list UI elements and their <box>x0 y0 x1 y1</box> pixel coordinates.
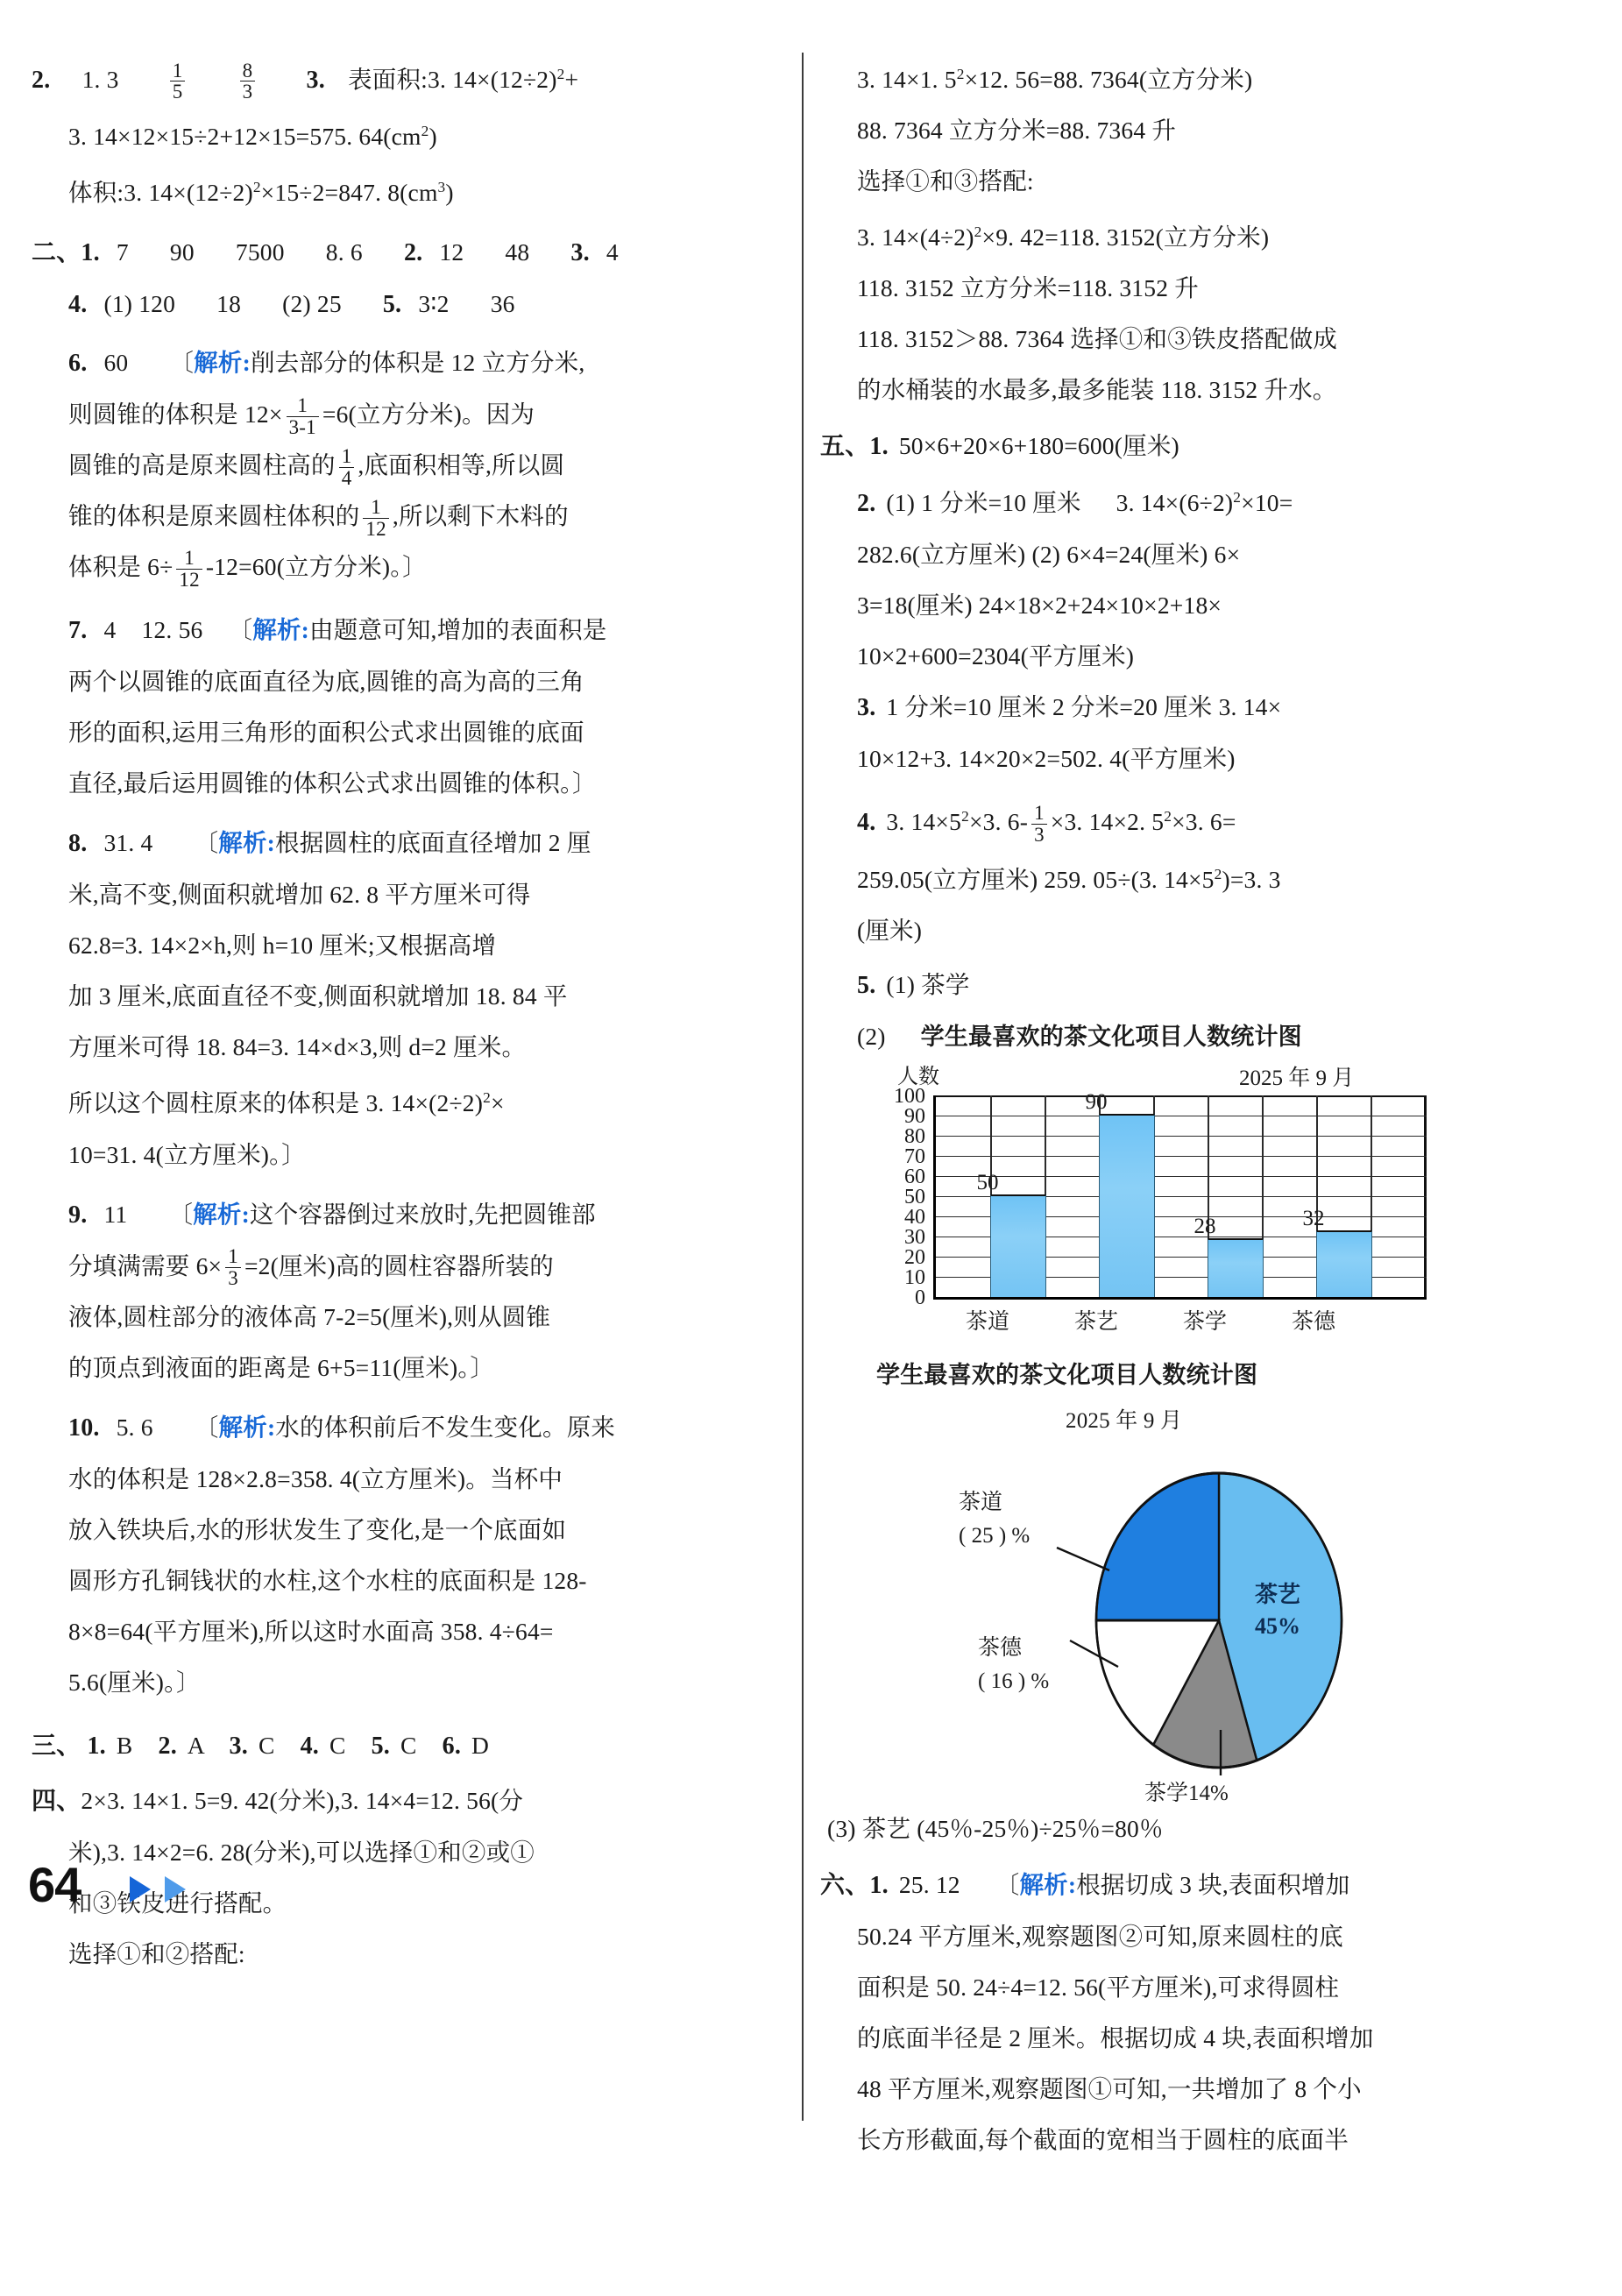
q9-number: 9. <box>68 1201 88 1229</box>
bar-chayi <box>1099 1114 1155 1297</box>
calc-text-2: ×15÷2=847. 8(cm <box>260 179 438 207</box>
jiexi-label: 解析 <box>218 829 267 857</box>
ytick-20: 20 <box>904 1245 925 1269</box>
section-four-line-2: 米),3. 14×2=6. 28(分米),可以选择①和②或① <box>68 1838 535 1866</box>
q7-line-1 <box>32 605 803 656</box>
q7-answer-1: 4 <box>103 616 117 644</box>
s4-cont-line-4 <box>820 207 1591 263</box>
q8-line-2: 米,高不变,侧面积就增加 62. 8 平方厘米可得 <box>68 881 531 909</box>
pie-label-chayi-name: 茶艺 <box>1254 1581 1300 1607</box>
value: 18 <box>216 290 242 318</box>
q6-explain-3b: ,底面积相等,所以圆 <box>358 451 565 479</box>
section-three-marker: 三、 <box>32 1732 81 1760</box>
q8-line-1 <box>32 818 803 869</box>
section-five-q5-part2-title <box>820 1011 1591 1062</box>
fraction-1-over-3-minus-1: $\frac{1}{3-1}$ <box>287 395 319 437</box>
section-six-line-4: 的底面半径是 2 厘米。根据切成 4 块,表面积增加 <box>857 2023 1374 2052</box>
choice-num-1: 1. <box>87 1732 106 1760</box>
jiexi-colon: : <box>266 829 276 857</box>
fraction-one-third: $\frac{1}{3}$ <box>1031 803 1047 845</box>
q6-explain-4b: ,所以剩下木料的 <box>392 502 569 530</box>
ytick-10: 10 <box>904 1265 925 1289</box>
q7-answer-2: 12. 56 <box>141 616 203 644</box>
exponent: 2 <box>1164 808 1172 826</box>
section-four-line-3: 和③铁皮进行搭配。 <box>68 1889 287 1917</box>
jiexi-colon: : <box>241 1200 250 1228</box>
triangle-right-icon-dark <box>130 1876 151 1903</box>
q6-explain-4a: 锥的体积是原来圆柱体积的 <box>68 502 360 530</box>
q10-line-6: 5.6(厘米)。〕 <box>68 1668 201 1696</box>
q1-number: 1. <box>869 433 889 461</box>
q4-text-a: 3. 14×5 <box>886 808 962 836</box>
section-five-q4-line-1 <box>820 791 1591 848</box>
q1-explain-1: 根据切成 3 块,表面积增加 <box>1076 1870 1350 1898</box>
calc-text: 3. 14×(4÷2) <box>857 223 974 252</box>
ytick-30: 30 <box>904 1225 925 1249</box>
section-two-marker: 二、 <box>32 239 81 267</box>
value: 4 <box>606 238 619 266</box>
jiexi-label: 解析 <box>252 616 301 644</box>
q6-explain-3a: 圆锥的高是原来圆柱高的 <box>68 451 336 479</box>
xtick-chade: 茶德 <box>1291 1309 1335 1334</box>
s4-cont-line-6: 118. 3152＞88. 7364 选择①和③铁皮搭配做成 <box>857 325 1338 353</box>
q2-text-b: 3. 14×(6÷2) <box>1116 489 1234 517</box>
exponent: 2 <box>483 1089 491 1107</box>
q9-line-3: 液体,圆柱部分的液体高 7-2=5(厘米),则从圆锥 <box>68 1302 551 1330</box>
calc-text-2: ×9. 42=118. 3152(立方分米) <box>981 223 1270 252</box>
fraction-one-twelfth: $\frac{1}{12}$ <box>363 497 388 539</box>
section-five-q2-line-1 <box>820 472 1591 529</box>
choice-num-2: 2. <box>158 1732 177 1760</box>
value: 36 <box>490 290 515 318</box>
q8-line-4: 加 3 厘米,底面直径不变,侧面积就增加 18. 84 平 <box>68 982 568 1010</box>
calc-tail: ) <box>429 123 437 151</box>
q4-text-b: ×3. 6- <box>968 808 1029 836</box>
section-six-line-5: 48 平方厘米,观察题图①可知,一共增加了 8 个小 <box>857 2074 1362 2102</box>
item-number-4: 4. <box>68 291 88 319</box>
value: 90 <box>169 238 195 266</box>
q6-number: 6. <box>68 350 88 378</box>
q1-answer: 25. 12 <box>898 1870 960 1898</box>
fraction-one-third: $\frac{1}{3}$ <box>225 1246 241 1288</box>
value: 48 <box>505 238 530 266</box>
q8-number: 8. <box>68 830 88 858</box>
choice-num-5: 5. <box>371 1732 391 1760</box>
bar-value-chaxue: 28 <box>1193 1214 1216 1238</box>
pie-label-chadao-value: ( 25 ) % <box>959 1523 1031 1548</box>
q7-explain-1: 由题意可知,增加的表面积是 <box>309 616 607 644</box>
q9-line-2 <box>32 1241 803 1292</box>
calc-tail: ) <box>445 179 454 207</box>
ytick-0: 0 <box>915 1286 925 1309</box>
item-number-5: 5. <box>382 291 402 319</box>
q3-number: 3. <box>306 67 325 95</box>
jiexi-label: 解析 <box>193 1200 242 1228</box>
q9-answer: 11 <box>103 1200 128 1228</box>
choice-num-6: 6. <box>442 1732 462 1760</box>
value: 7500 <box>235 238 285 266</box>
q2-value-1: 1. 3 <box>81 66 119 94</box>
value: (2) 25 <box>282 290 342 318</box>
q6-line-2 <box>32 389 803 440</box>
pie-label-chaxue-text: 茶学14% <box>1144 1781 1229 1805</box>
value: 12 <box>439 238 464 266</box>
q5-part1-text: (1) 茶学 <box>886 970 970 998</box>
value: 3∶2 <box>418 290 450 318</box>
section-five-marker: 五、 <box>820 433 870 461</box>
bar-chade <box>1316 1230 1372 1297</box>
right-column <box>820 30 1591 2165</box>
q9-explain-1: 这个容器倒过来放时,先把圆锥部 <box>249 1200 596 1228</box>
q6-line-3 <box>32 440 803 491</box>
choice-val-5: C <box>400 1731 417 1759</box>
bracket-open: 〔 <box>169 349 195 377</box>
choice-val-4: C <box>329 1731 346 1759</box>
q6-explain-2b: =6(立方分米)。因为 <box>322 400 535 429</box>
q8-explain-6b: × <box>490 1089 505 1117</box>
choice-num-4: 4. <box>300 1732 319 1760</box>
pie-label-chadao-name: 茶道 <box>959 1490 1003 1514</box>
ytick-50: 50 <box>904 1185 925 1208</box>
choice-num-3: 3. <box>229 1732 248 1760</box>
choice-val-2: A <box>187 1731 204 1759</box>
section-six-line-3: 面积是 50. 24÷4=12. 56(平方厘米),可求得圆柱 <box>857 1973 1340 2001</box>
q3-volume-calc <box>32 162 803 218</box>
section-four-line-1 <box>32 1775 803 1827</box>
q9-line-4: 的顶点到液面的距离是 6+5=11(厘米)。〕 <box>68 1353 495 1381</box>
answer-line-q2q3 <box>32 49 803 106</box>
section-five-q5-part3: (3) 茶艺 (45％-25％)÷25％=80％ <box>827 1814 1164 1842</box>
q10-line-4: 圆形方孔铜钱状的水柱,这个水柱的底面积是 128- <box>68 1566 587 1594</box>
q7-line-3: 形的面积,运用三角形的面积公式求出圆锥的底面 <box>68 719 584 747</box>
bar-chadao <box>990 1194 1046 1297</box>
q8-line-7: 10=31. 4(立方厘米)。〕 <box>68 1140 306 1168</box>
q9-explain-2a: 分填满需要 6× <box>68 1251 223 1279</box>
q8-line-6 <box>32 1073 803 1129</box>
section-four-line-4: 选择①和②搭配: <box>68 1939 245 1967</box>
section-three-line <box>32 1720 803 1772</box>
q1-number: 1. <box>869 1871 889 1899</box>
choice-val-3: C <box>258 1731 275 1759</box>
section-six-line-2: 50.24 平方厘米,观察题图②可知,原来圆柱的底 <box>857 1922 1343 1950</box>
pie-label-chade <box>978 1632 1049 1698</box>
q10-line-3: 放入铁块后,水的形状发生了变化,是一个底面如 <box>68 1515 567 1543</box>
jiexi-colon: : <box>1067 1870 1077 1898</box>
bar-chart-annotation: 2025 年 9 月 <box>1239 1066 1355 1090</box>
section-two-line-1 <box>32 227 803 279</box>
q2-number: 2. <box>857 490 876 518</box>
pie-chart <box>820 1441 1548 1809</box>
section-six-marker: 六、 <box>820 1871 870 1899</box>
pie-date-text: 2025 年 9 月 <box>1066 1408 1183 1433</box>
q8-answer: 31. 4 <box>103 829 153 857</box>
q3-surface-area-calc <box>32 106 803 162</box>
s4-cont-line-5: 118. 3152 立方分米=118. 3152 升 <box>857 274 1199 302</box>
section-four-text-1: 2×3. 14×1. 5=9. 42(分米),3. 14×4=12. 56(分 <box>81 1786 524 1814</box>
ytick-80: 80 <box>904 1124 925 1148</box>
bar-chart-title: 学生最喜欢的茶文化项目人数统计图 <box>920 1023 1302 1050</box>
calc-text-2: ×12. 56=88. 7364(立方分米) <box>964 66 1253 94</box>
pie-label-chayi <box>1216 1579 1339 1642</box>
q4-text-c: ×3. 14×2. 5 <box>1050 808 1165 836</box>
value: 7 <box>116 238 129 266</box>
exponent: 2 <box>961 808 969 826</box>
q9-explain-2b: =2(厘米)高的圆柱容器所装的 <box>244 1251 555 1279</box>
section-five-q3-line-2: 10×12+3. 14×20×2=502. 4(平方厘米) <box>857 745 1236 773</box>
triangle-right-icon-light <box>165 1876 186 1903</box>
q8-explain-1: 根据圆柱的底面直径增加 2 厘 <box>275 829 591 857</box>
q6-answer: 60 <box>103 349 129 377</box>
jiexi-label: 解析 <box>1019 1870 1068 1898</box>
q9-line-1 <box>32 1189 803 1241</box>
xtick-chadao: 茶道 <box>965 1309 1009 1334</box>
q2-text-c: ×10= <box>1241 489 1293 517</box>
q2-number: 2. <box>32 67 51 95</box>
q3-number: 3. <box>857 694 876 722</box>
q8-explain-6a: 所以这个圆柱原来的体积是 3. 14×(2÷2) <box>68 1089 484 1117</box>
bracket-open: 〔 <box>194 829 219 857</box>
q7-line-4: 直径,最后运用圆锥的体积公式求出圆锥的体积。〕 <box>68 769 597 797</box>
pie-chart-svg <box>820 1441 1548 1809</box>
fraction-one-quarter: $\frac{1}{4}$ <box>339 446 355 488</box>
q3-text: 1 分米=10 厘米 2 分米=20 厘米 3. 14× <box>886 693 1282 721</box>
exponent: 2 <box>956 66 965 82</box>
leader-line-chadao <box>1057 1548 1109 1570</box>
calc-text: 3. 14×1. 5 <box>857 66 957 94</box>
jiexi-colon: : <box>301 616 310 644</box>
item-number-1: 1. <box>81 239 100 267</box>
q6-explain-5b: -12=60(立方分米)。〕 <box>205 553 427 581</box>
bar-chart-plot-area <box>933 1095 1427 1300</box>
q6-explain-2a: 则圆锥的体积是 12× <box>68 400 283 429</box>
s4-cont-line-1 <box>820 49 1591 105</box>
ytick-40: 40 <box>904 1205 925 1229</box>
q8-line-5: 方厘米可得 18. 84=3. 14×d×3,则 d=2 厘米。 <box>68 1033 527 1061</box>
xtick-chayi: 茶艺 <box>1073 1309 1118 1334</box>
q3-surface-area-text: 表面积:3. 14×(12÷2) <box>348 66 557 94</box>
ytick-100: 100 <box>894 1084 925 1108</box>
q6-explain-5a: 体积是 6÷ <box>68 553 174 581</box>
item-number-2: 2. <box>403 239 423 267</box>
s4-cont-line-3: 选择①和③搭配: <box>857 167 1034 195</box>
pie-label-chade-value: ( 16 ) % <box>978 1669 1050 1693</box>
page-number: 64 <box>28 1856 81 1912</box>
section-five-q5-part1 <box>820 960 1591 1011</box>
section-five-q1 <box>820 421 1591 472</box>
jiexi-label: 解析 <box>194 349 243 377</box>
fraction-eight-thirds: $\frac{8}{3}$ <box>240 60 256 103</box>
ytick-60: 60 <box>904 1165 925 1188</box>
pie-title-text: 学生最喜欢的茶文化项目人数统计图 <box>876 1361 1258 1388</box>
fraction-one-fifth: $\frac{1}{5}$ <box>170 60 186 103</box>
q4-text-e: 259.05(立方厘米) 259. 05÷(3. 14×5 <box>857 865 1215 893</box>
q4-number: 4. <box>857 809 876 837</box>
fraction-one-twelfth: $\frac{1}{12}$ <box>176 548 202 590</box>
q10-answer: 5. 6 <box>116 1413 153 1441</box>
pie-label-chade-name: 茶德 <box>978 1635 1023 1660</box>
section-five-q4-line-3: (厘米) <box>857 916 923 944</box>
q8-line-3: 62.8=3. 14×2×h,则 h=10 厘米;又根据高增 <box>68 932 497 960</box>
bracket-open: 〔 <box>194 1413 219 1441</box>
bar-chart <box>820 1059 1548 1348</box>
pie-label-chaxue <box>1144 1777 1229 1811</box>
section-six-line-6: 长方形截面,每个截面的宽相当于圆柱的底面半 <box>857 2125 1349 2153</box>
q10-line-2: 水的体积是 128×2.8=358. 4(立方厘米)。当杯中 <box>68 1464 563 1492</box>
pie-chart-title <box>820 1350 1591 1400</box>
q7-line-2: 两个以圆锥的底面直径为底,圆锥的高为高的三角 <box>68 668 584 696</box>
xtick-chaxue: 茶学 <box>1182 1309 1227 1334</box>
section-five-q2-line-2: 282.6(立方厘米) (2) 6×4=24(厘米) 6× <box>857 541 1241 569</box>
ytick-90: 90 <box>904 1104 925 1128</box>
q7-number: 7. <box>68 617 88 645</box>
q10-line-5: 8×8=64(平方厘米),所以这时水面高 358. 4÷64= <box>68 1617 554 1645</box>
bracket-open: 〔 <box>228 616 253 644</box>
pie-label-chayi-value: 45% <box>1255 1612 1300 1639</box>
exponent: 2 <box>1233 489 1242 507</box>
section-six-line-1 <box>820 1860 1591 1911</box>
q10-line-1 <box>32 1402 803 1454</box>
calc-text: 体积:3. 14×(12÷2) <box>68 179 253 207</box>
exponent: 2 <box>556 66 565 82</box>
q6-line-5 <box>32 542 803 592</box>
jiexi-colon: : <box>242 349 251 377</box>
exponent: 2 <box>252 179 261 196</box>
section-five-q2-line-3: 3=18(厘米) 24×18×2+24×10×2+18× <box>857 592 1222 620</box>
q5-number: 5. <box>857 971 876 999</box>
value: 8. 6 <box>325 238 363 266</box>
q4-text-d: ×3. 6= <box>1172 808 1236 836</box>
bar-value-chayi: 90 <box>1085 1089 1108 1114</box>
bar-chart-ylabel: 人数 <box>897 1065 939 1088</box>
q5-part2-label: (2) <box>857 1022 886 1050</box>
q6-explain-1: 削去部分的体积是 12 立方分米, <box>250 349 585 377</box>
exponent: 3 <box>437 179 446 196</box>
q10-explain-1: 水的体积前后不发生变化。原来 <box>275 1413 616 1441</box>
jiexi-label: 解析 <box>218 1413 267 1441</box>
section-five-q2-line-4: 10×2+600=2304(平方厘米) <box>857 642 1135 670</box>
exponent: 2 <box>1214 865 1222 882</box>
section-four-marker: 四、 <box>32 1787 81 1815</box>
calc-text: 3. 14×12×15÷2+12×15=575. 64(cm <box>68 123 421 151</box>
q10-number: 10. <box>68 1414 100 1442</box>
q6-line-1 <box>32 337 803 389</box>
exponent: 2 <box>421 123 429 140</box>
q4-text-f: )=3. 3 <box>1222 865 1281 893</box>
q2-text-a: (1) 1 分米=10 厘米 <box>886 489 1081 517</box>
q1-text: 50×6+20×6+180=600(厘米) <box>898 432 1179 460</box>
section-five-q4-line-2 <box>820 849 1591 905</box>
bracket-open: 〔 <box>168 1200 194 1228</box>
s4-cont-line-7: 的水桶装的水最多,最多能装 118. 3152 升水。 <box>857 376 1337 404</box>
pie-label-chadao <box>959 1486 1030 1553</box>
exponent: 2 <box>974 223 982 241</box>
choice-val-6: D <box>471 1731 490 1759</box>
value: (1) 120 <box>103 290 176 318</box>
section-five-q3-line-1 <box>820 682 1591 733</box>
pie-chart-annotation <box>820 1400 1591 1441</box>
s4-cont-line-2: 88. 7364 立方分米=88. 7364 升 <box>857 117 1177 145</box>
section-two-line-2 <box>32 279 803 330</box>
bracket-open: 〔 <box>995 1870 1020 1898</box>
choice-val-1: B <box>116 1731 133 1759</box>
item-number-3: 3. <box>570 239 590 267</box>
q3-tail: + <box>564 66 579 94</box>
bar-value-chadao: 50 <box>976 1170 999 1194</box>
q6-line-4 <box>32 491 803 542</box>
left-column <box>28 30 803 1980</box>
ytick-70: 70 <box>904 1144 925 1168</box>
bar-chaxue <box>1208 1238 1264 1296</box>
bar-value-chade: 32 <box>1302 1206 1325 1230</box>
jiexi-colon: : <box>266 1413 276 1441</box>
